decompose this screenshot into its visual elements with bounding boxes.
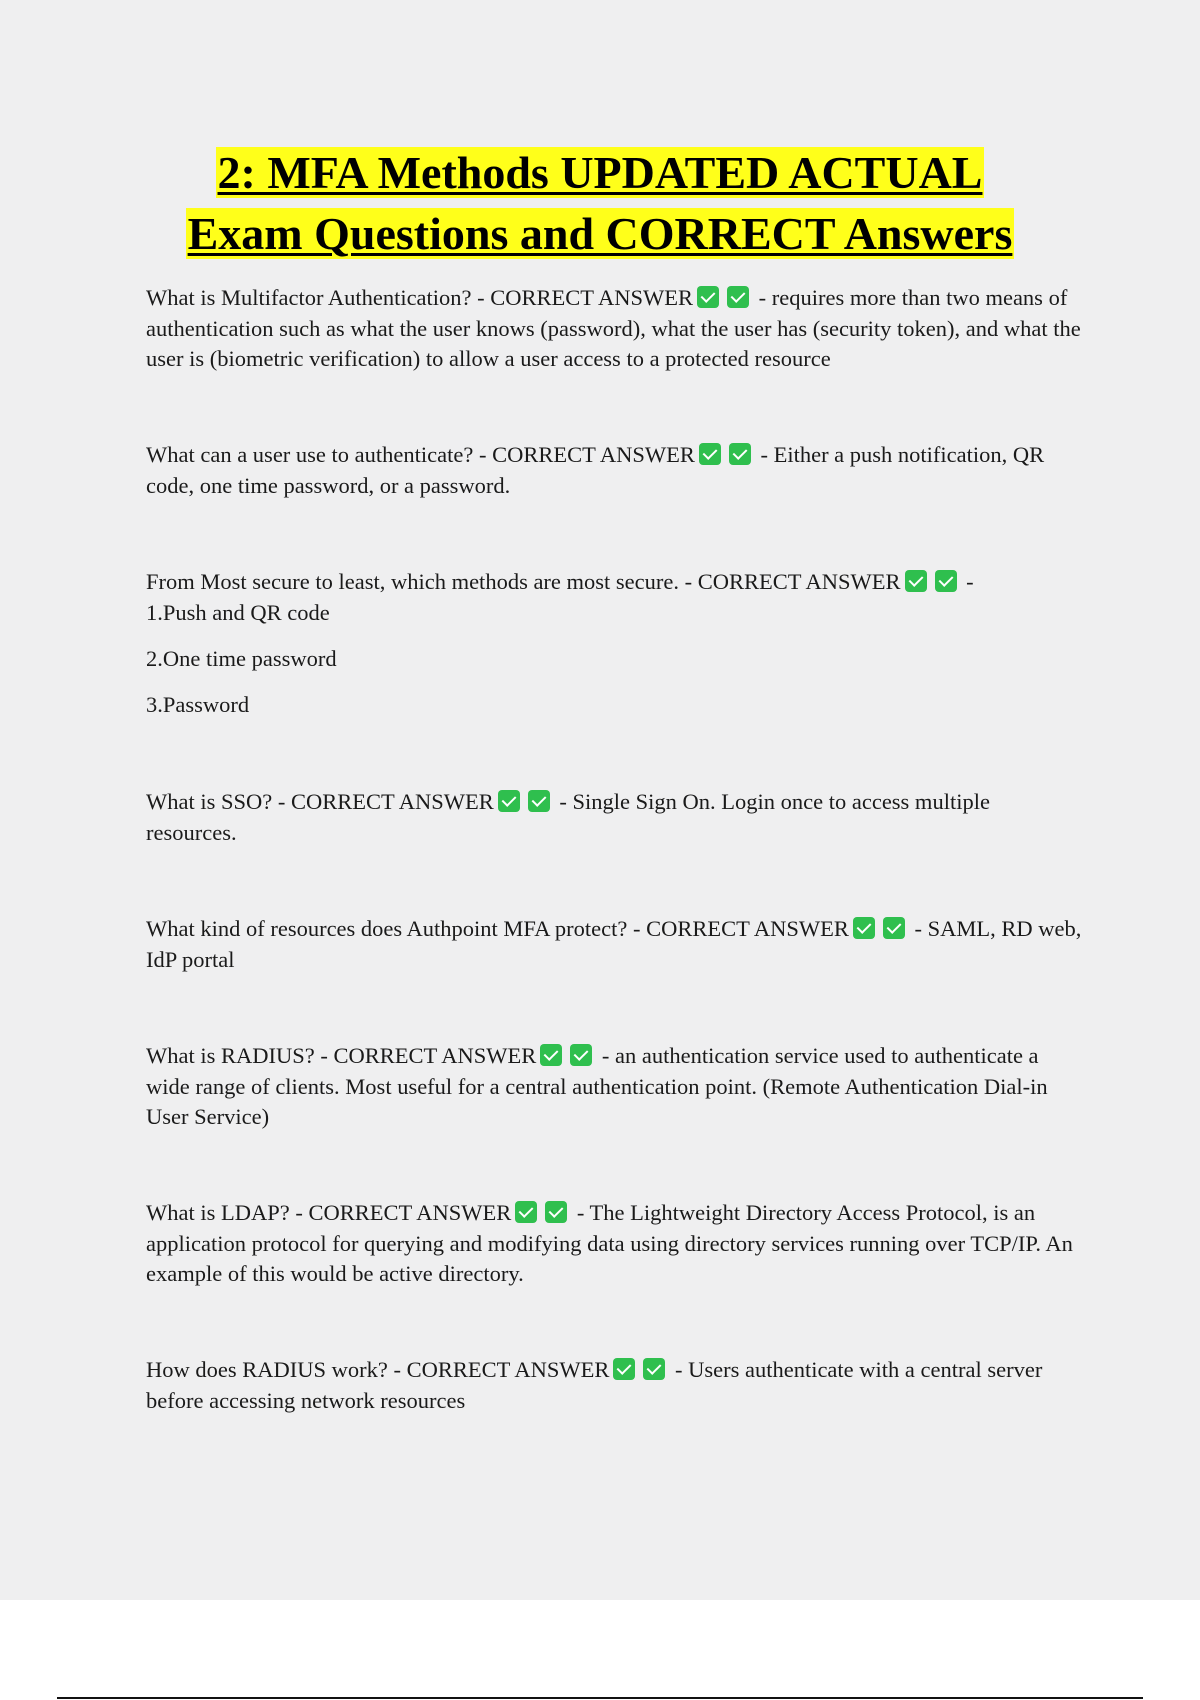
question-text: What is SSO? - <box>146 789 291 814</box>
list-item: 2.One time password <box>146 646 337 671</box>
answer-marker: CORRECT ANSWER <box>333 1043 537 1068</box>
answer-marker: CORRECT ANSWER <box>697 569 901 594</box>
question-text: What is Multifactor Authentication? - <box>146 285 491 310</box>
footer-divider <box>57 1697 1143 1699</box>
check-mark-icon <box>699 443 721 465</box>
question-text: How does RADIUS work? - <box>146 1357 407 1382</box>
check-mark-icon <box>643 1358 665 1380</box>
qa-item <box>146 787 1086 848</box>
check-mark-icon <box>905 570 927 592</box>
qa-item <box>146 440 1086 501</box>
qa-text <box>146 283 1086 375</box>
qa-text <box>146 440 1086 501</box>
question-text: What is LDAP? - <box>146 1200 309 1225</box>
title-line-2: Exam Questions and CORRECT Answers <box>187 208 1013 259</box>
qa-item <box>146 283 1086 375</box>
question-text: From Most secure to least, which methods are most secure. - <box>146 569 698 594</box>
answer-text: - SAML, RD web, IdP portal <box>146 916 1082 972</box>
question-text: What kind of resources does Authpoint MFA protect? - <box>146 916 647 941</box>
answer-text: - Single Sign On. Login once to access multiple resources. <box>146 789 990 845</box>
qa-text <box>146 914 1086 975</box>
answer-text: - <box>960 569 974 594</box>
check-mark-icon <box>540 1044 562 1066</box>
check-mark-icon <box>613 1358 635 1380</box>
answer-text: - Either a push notification, QR code, one time password, or a password. <box>146 442 1045 498</box>
answer-text: - requires more than two means of authentication such as what the user knows (password), what the user has (security token), and what the user is (biometric verification) to allow a user access to a protected resource <box>146 285 1081 371</box>
answer-text: - The Lightweight Directory Access Protocol, is an application protocol for querying and modifying data using directory services running over TCP/IP. An example of this would be active directory. <box>146 1200 1073 1286</box>
answer-marker: CORRECT ANSWER <box>490 285 694 310</box>
qa-text <box>146 1198 1086 1290</box>
list-item: 1.Push and QR code <box>146 600 330 625</box>
qa-text <box>146 1355 1086 1416</box>
check-mark-icon <box>570 1044 592 1066</box>
answer-marker: CORRECT ANSWER <box>291 789 494 814</box>
check-mark-icon <box>729 443 751 465</box>
check-mark-icon <box>545 1201 567 1223</box>
qa-item <box>146 914 1086 975</box>
list-item: 3.Password <box>146 692 250 717</box>
answer-marker: CORRECT ANSWER <box>308 1200 512 1225</box>
check-mark-icon <box>727 286 749 308</box>
qa-item <box>146 1198 1086 1290</box>
answer-marker: CORRECT ANSWER <box>646 916 849 941</box>
qa-text <box>146 1041 1086 1133</box>
check-mark-icon <box>853 917 875 939</box>
check-mark-icon <box>697 286 719 308</box>
check-mark-icon <box>515 1201 537 1223</box>
check-mark-icon <box>528 790 550 812</box>
answer-text: - Users authenticate with a central server before accessing network resources <box>146 1357 1043 1413</box>
answer-marker: CORRECT ANSWER <box>492 442 695 467</box>
qa-item <box>146 1041 1086 1133</box>
qa-text <box>146 567 1086 598</box>
check-mark-icon <box>883 917 905 939</box>
qa-item <box>146 567 1086 598</box>
question-text: What is RADIUS? - <box>146 1043 334 1068</box>
answer-marker: CORRECT ANSWER <box>406 1357 610 1382</box>
answer-text: - an authentication service used to authenticate a wide range of clients. Most useful for a central authentication point. (Remote Authentication Dial-in User Service) <box>146 1043 1048 1129</box>
qa-text <box>146 787 1086 848</box>
question-text: What can a user use to authenticate? - <box>146 442 493 467</box>
title-line-1: 2: MFA Methods UPDATED ACTUAL <box>217 147 983 198</box>
qa-item <box>146 1355 1086 1416</box>
check-mark-icon <box>498 790 520 812</box>
page-title <box>0 142 1200 264</box>
check-mark-icon <box>935 570 957 592</box>
